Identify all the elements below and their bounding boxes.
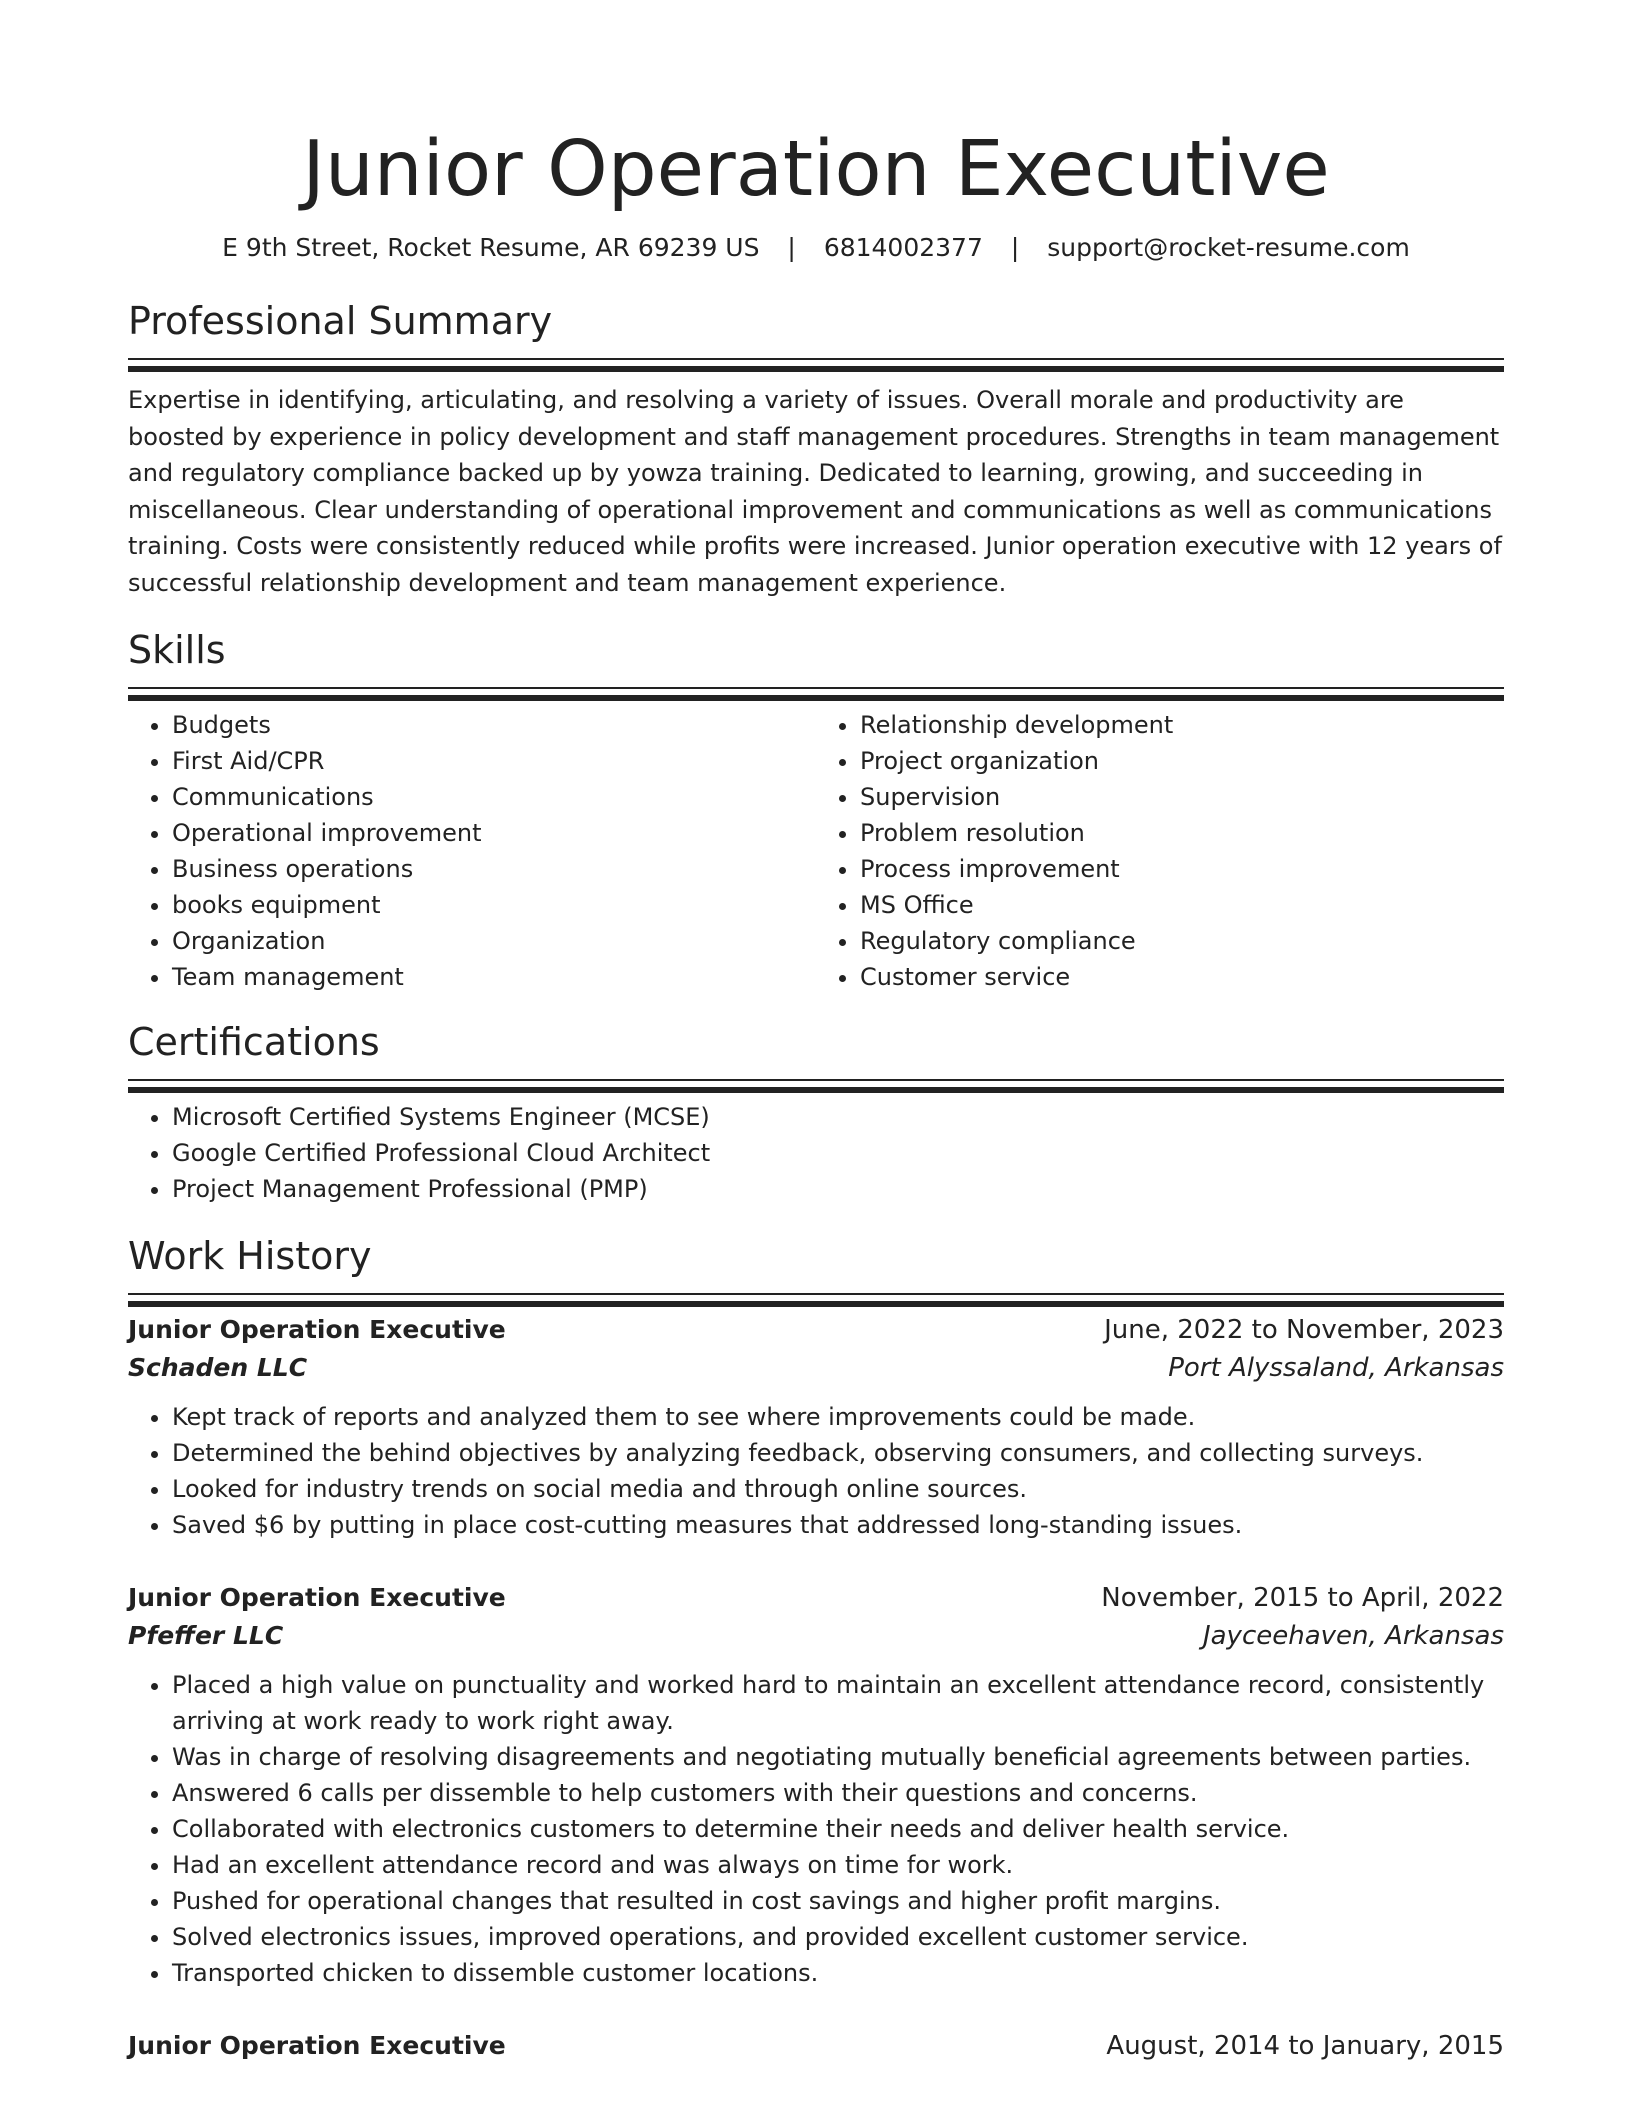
job-header [128,1311,1504,1349]
job-bullet: • Placed a high value on punctuality and worked hard to maintain an excellent attendance record, consistently arriving at work ready to work right away. [172,1667,1504,1739]
skill-item: • Regulatory compliance [860,923,1504,959]
certification-item: • Microsoft Certified Systems Engineer (MCSE) [172,1099,1504,1135]
job-bullets [128,1399,1504,1543]
section-divider [128,358,1504,360]
resume-name: Junior Operation Executive [302,125,1330,214]
section-divider [128,687,1504,689]
section-divider [128,1293,1504,1295]
job-company: Pfeffer LLC [128,1621,284,1650]
job-bullet: • Saved $6 by putting in place cost-cutting measures that addressed long-standing issues. [172,1507,1504,1543]
skills-list-left [128,707,816,995]
job-subheader [128,1349,1504,1387]
skill-item: • Business operations [172,851,816,887]
job-bullet: • Had an excellent attendance record and was always on time for work. [172,1847,1504,1883]
skill-item: • Communications [172,779,816,815]
resume-page [128,0,1504,2065]
summary-section [128,298,1504,601]
job-bullet: • Looked for industry trends on social media and through online sources. [172,1471,1504,1507]
skill-item: • First Aid/CPR [172,743,816,779]
contact-separator: | [787,233,796,262]
job-bullet: • Determined the behind objectives by analyzing feedback, observing consumers, and collecting surveys. [172,1435,1504,1471]
work-heading: Work History [128,1234,372,1278]
certifications-section [128,1019,1504,1207]
job-dates: August, 2014 to January, 2015 [1106,2031,1504,2061]
job-company: Schaden LLC [128,1353,308,1382]
summary-text: Expertise in identifying, articulating, and resolving a variety of issues. Overall morale and productivity are boosted by experience in policy development and staff management procedures. Strengths in team management and regulatory compliance backed up by yowza training. Dedicated to learning, growing, and succeeding in miscellaneous. Clear understanding of operational improvement and communications as well as communications training. Costs were consistently reduced while profits were increased. Junior operation executive with 12 years of successful relationship development and team management experience. [128,386,1502,597]
skill-item: • Customer service [860,959,1504,995]
skill-item: • Problem resolution [860,815,1504,851]
skills-heading: Skills [128,628,226,672]
job-bullet: • Was in charge of resolving disagreements and negotiating mutually beneficial agreements between parties. [172,1739,1504,1775]
skill-item: • Operational improvement [172,815,816,851]
job-bullet: • Collaborated with electronics customers to determine their needs and deliver health service. [172,1811,1504,1847]
job-bullet: • Answered 6 calls per dissemble to help customers with their questions and concerns. [172,1775,1504,1811]
skill-item: • Process improvement [860,851,1504,887]
skill-item: • Budgets [172,707,816,743]
job-location: Jayceehaven, Arkansas [1202,1621,1504,1651]
certifications-heading: Certifications [128,1020,380,1064]
skill-item: • Relationship development [860,707,1504,743]
skills-grid [128,707,1504,995]
job-location: Port Alyssaland, Arkansas [1168,1353,1504,1383]
job-dates: November, 2015 to April, 2022 [1101,1583,1504,1613]
skill-item: • Team management [172,959,816,995]
job-entry [128,1311,1504,1543]
summary-heading: Professional Summary [128,299,553,343]
skills-section [128,627,1504,995]
job-title: Junior Operation Executive [128,1315,506,1344]
skill-item: • Project organization [860,743,1504,779]
work-section [128,1233,1504,2065]
job-dates: June, 2022 to November, 2023 [1104,1315,1504,1345]
skills-list-right [816,707,1504,995]
job-title: Junior Operation Executive [128,2031,506,2060]
job-header [128,2027,1504,2065]
job-header [128,1579,1504,1617]
job-entry [128,1579,1504,1991]
job-bullet: • Kept track of reports and analyzed them to see where improvements could be made. [172,1399,1504,1435]
certification-item: • Project Management Professional (PMP) [172,1171,1504,1207]
job-bullet: • Solved electronics issues, improved operations, and provided excellent customer service. [172,1919,1504,1955]
contact-line [128,232,1504,264]
skill-item: • Organization [172,923,816,959]
section-divider [128,1079,1504,1081]
certifications-list [128,1099,1504,1207]
certification-item: • Google Certified Professional Cloud Architect [172,1135,1504,1171]
job-entry [128,2027,1504,2065]
job-bullet: • Pushed for operational changes that resulted in cost savings and higher profit margins. [172,1883,1504,1919]
skill-item: • Supervision [860,779,1504,815]
contact-address: E 9th Street, Rocket Resume, AR 69239 US [222,233,760,262]
contact-email: support@rocket-resume.com [1047,233,1410,262]
contact-phone: 6814002377 [823,233,983,262]
skill-item: • MS Office [860,887,1504,923]
skill-item: • books equipment [172,887,816,923]
job-title: Junior Operation Executive [128,1583,506,1612]
contact-separator: | [1010,233,1020,262]
job-subheader [128,1617,1504,1655]
job-bullet: • Transported chicken to dissemble customer locations. [172,1955,1504,1991]
job-bullets [128,1667,1504,1991]
